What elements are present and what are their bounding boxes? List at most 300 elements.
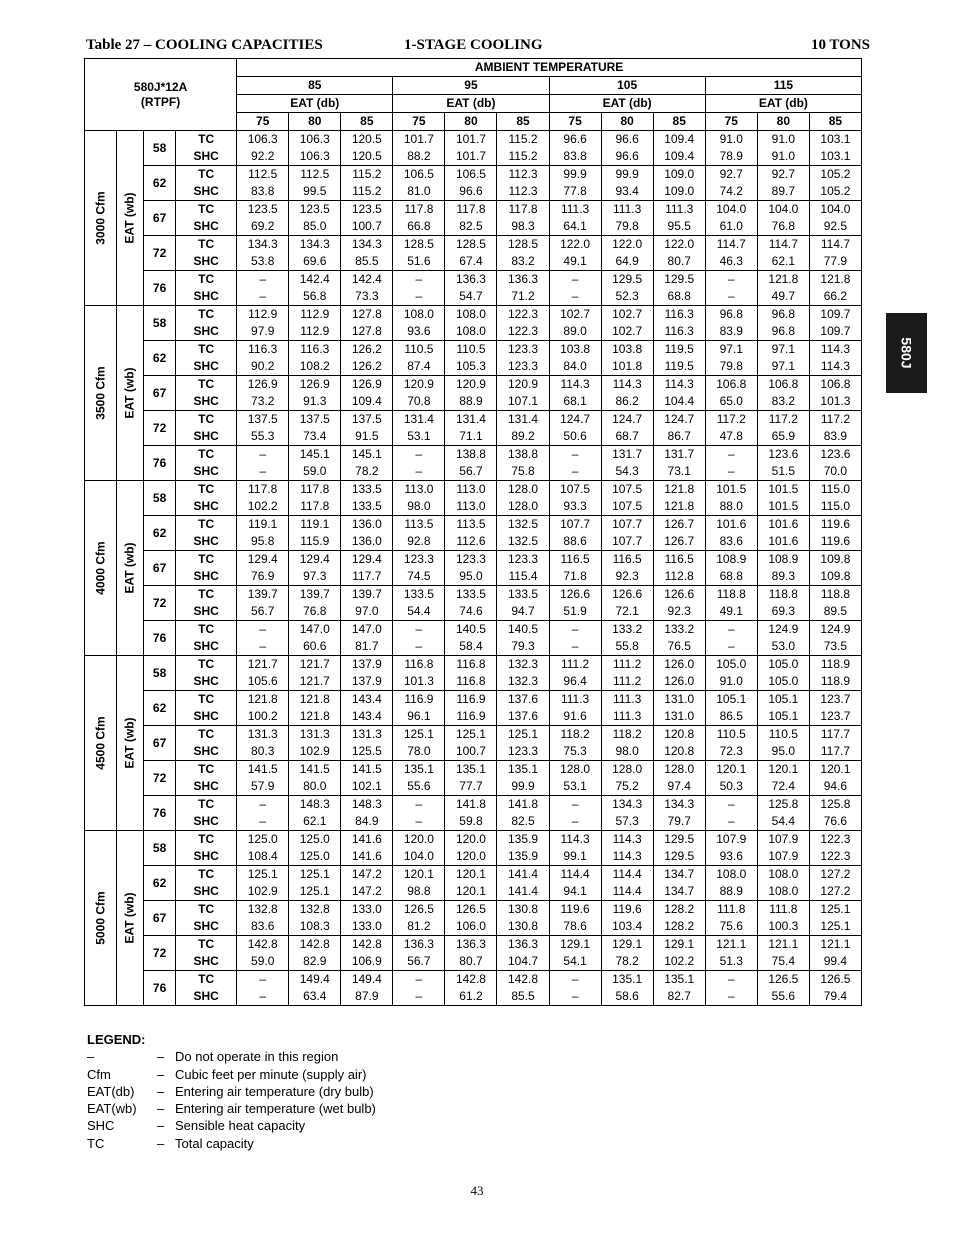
tc-value: 141.4	[497, 866, 549, 884]
cfm-label-cell	[85, 131, 117, 306]
shc-value: 147.2	[341, 883, 393, 901]
tc-value: 119.1	[289, 516, 341, 534]
tc-value: 106.8	[809, 376, 861, 394]
shc-value: 99.1	[549, 848, 601, 866]
shc-value: 128.0	[497, 498, 549, 516]
tc-value: 136.3	[445, 936, 497, 954]
shc-value: 95.0	[445, 568, 497, 586]
tc-value: 125.1	[237, 866, 289, 884]
shc-value: 114.3	[601, 848, 653, 866]
shc-value: 78.0	[393, 743, 445, 761]
tc-value: 123.6	[757, 446, 809, 464]
shc-value: 78.9	[705, 148, 757, 166]
shc-value: 84.0	[549, 358, 601, 376]
shc-value: –	[705, 463, 757, 481]
shc-value: 59.0	[289, 463, 341, 481]
tc-value: –	[237, 621, 289, 639]
legend-description: Cubic feet per minute (supply air)	[175, 1066, 367, 1082]
shc-value: 87.4	[393, 358, 445, 376]
tc-value: 125.0	[289, 831, 341, 849]
shc-value: 106.0	[445, 918, 497, 936]
shc-row	[85, 253, 862, 271]
tc-value: –	[705, 271, 757, 289]
shc-value: 86.2	[601, 393, 653, 411]
legend-item	[87, 1135, 254, 1152]
tc-value: 115.0	[809, 481, 861, 499]
tc-value: 108.0	[705, 866, 757, 884]
tc-value: 135.1	[497, 761, 549, 779]
shc-value: 112.3	[497, 183, 549, 201]
eat-wb-value: 72	[144, 936, 176, 971]
shc-value: 98.0	[393, 498, 445, 516]
tc-value: 107.5	[601, 481, 653, 499]
tc-value: 118.2	[549, 726, 601, 744]
shc-value: 113.0	[445, 498, 497, 516]
tc-value: 141.8	[445, 796, 497, 814]
tc-value: 149.4	[341, 971, 393, 989]
tc-value: 114.3	[653, 376, 705, 394]
shc-row	[85, 953, 862, 971]
tc-value: 137.5	[237, 411, 289, 429]
shc-value: 51.9	[549, 603, 601, 621]
shc-value: 90.2	[237, 358, 289, 376]
shc-value: 114.4	[601, 883, 653, 901]
tc-value: 121.7	[289, 656, 341, 674]
page-header	[86, 37, 870, 55]
tc-value: 105.1	[757, 691, 809, 709]
shc-row	[85, 638, 862, 656]
shc-row	[85, 918, 862, 936]
eat-db-value: 75	[549, 113, 601, 131]
shc-value: 51.5	[757, 463, 809, 481]
tc-value: 111.3	[601, 691, 653, 709]
shc-value: 99.9	[497, 778, 549, 796]
tc-value: 129.1	[653, 936, 705, 954]
shc-value: 98.8	[393, 883, 445, 901]
ambient-temp: 95	[393, 77, 549, 95]
shc-value: 96.8	[757, 323, 809, 341]
shc-value: 83.9	[809, 428, 861, 446]
shc-value: 73.1	[653, 463, 705, 481]
tc-value: 131.3	[237, 726, 289, 744]
shc-value: 93.3	[549, 498, 601, 516]
ambient-temp: 85	[237, 77, 393, 95]
tc-value: 120.0	[393, 831, 445, 849]
shc-value: –	[237, 463, 289, 481]
shc-value: 88.9	[445, 393, 497, 411]
shc-value: 59.8	[445, 813, 497, 831]
tc-value: 131.7	[653, 446, 705, 464]
tc-row	[85, 726, 862, 744]
shc-value: 132.5	[497, 533, 549, 551]
tc-value: 122.0	[601, 236, 653, 254]
shc-value: 76.6	[809, 813, 861, 831]
tc-value: 105.2	[809, 166, 861, 184]
shc-value: 116.3	[653, 323, 705, 341]
tc-value: 120.5	[341, 131, 393, 149]
eat-wb-label: EAT (wb)	[122, 717, 137, 769]
shc-value: 72.4	[757, 778, 809, 796]
tc-row	[85, 586, 862, 604]
shc-value: 71.8	[549, 568, 601, 586]
tc-value: 126.5	[445, 901, 497, 919]
tc-value: 125.1	[445, 726, 497, 744]
eat-wb-value: 72	[144, 411, 176, 446]
tc-value: 126.6	[601, 586, 653, 604]
tc-row	[85, 936, 862, 954]
cfm-label-cell	[85, 306, 117, 481]
shc-value: 97.0	[341, 603, 393, 621]
shc-value: 122.3	[809, 848, 861, 866]
shc-row	[85, 673, 862, 691]
shc-value: –	[237, 638, 289, 656]
shc-value: 95.0	[757, 743, 809, 761]
shc-value: –	[705, 813, 757, 831]
shc-value: –	[393, 288, 445, 306]
tc-label: TC	[176, 236, 237, 254]
tc-value: –	[393, 446, 445, 464]
tc-value: 103.8	[601, 341, 653, 359]
shc-value: 104.0	[393, 848, 445, 866]
shc-value: 131.0	[653, 708, 705, 726]
tc-value: 123.5	[237, 201, 289, 219]
shc-label: SHC	[176, 358, 237, 376]
tc-value: 137.5	[341, 411, 393, 429]
shc-value: 143.4	[341, 708, 393, 726]
tc-row	[85, 446, 862, 464]
shc-value: 111.3	[601, 708, 653, 726]
tc-value: 126.5	[809, 971, 861, 989]
legend-item	[87, 1100, 376, 1117]
tc-value: 125.8	[809, 796, 861, 814]
shc-value: 119.6	[809, 533, 861, 551]
tc-value: 118.8	[757, 586, 809, 604]
tc-value: 117.2	[757, 411, 809, 429]
shc-value: 106.9	[341, 953, 393, 971]
tc-value: 133.5	[445, 586, 497, 604]
shc-row	[85, 603, 862, 621]
tc-value: 128.0	[601, 761, 653, 779]
shc-label: SHC	[176, 148, 237, 166]
shc-value: 101.7	[445, 148, 497, 166]
legend-term: EAT(db)	[87, 1083, 135, 1099]
shc-value: –	[393, 463, 445, 481]
tc-value: 126.9	[289, 376, 341, 394]
tc-row	[85, 411, 862, 429]
tc-value: 121.8	[237, 691, 289, 709]
shc-value: 54.4	[393, 603, 445, 621]
tc-value: 111.3	[549, 691, 601, 709]
shc-value: 78.6	[549, 918, 601, 936]
tc-value: 92.7	[705, 166, 757, 184]
shc-value: 96.4	[549, 673, 601, 691]
shc-value: 81.2	[393, 918, 445, 936]
tc-value: 116.9	[445, 691, 497, 709]
shc-value: 137.6	[497, 708, 549, 726]
tc-value: 124.7	[601, 411, 653, 429]
shc-value: 89.3	[757, 568, 809, 586]
shc-value: 61.2	[445, 988, 497, 1006]
shc-value: 73.2	[237, 393, 289, 411]
shc-value: 94.6	[809, 778, 861, 796]
shc-row	[85, 813, 862, 831]
shc-value: 72.1	[601, 603, 653, 621]
tc-value: 121.7	[237, 656, 289, 674]
model-cell	[85, 59, 237, 131]
cfm-label: 3000 Cfm	[93, 191, 108, 245]
tc-value: 116.3	[237, 341, 289, 359]
shc-row	[85, 288, 862, 306]
tc-value: –	[393, 796, 445, 814]
shc-value: 60.6	[289, 638, 341, 656]
shc-value: 123.3	[497, 743, 549, 761]
legend-item	[87, 1048, 339, 1065]
shc-value: 109.4	[653, 148, 705, 166]
shc-row	[85, 883, 862, 901]
tc-value: 132.5	[497, 516, 549, 534]
shc-value: 134.7	[653, 883, 705, 901]
shc-value: 85.5	[497, 988, 549, 1006]
shc-label: SHC	[176, 848, 237, 866]
tc-value: 117.2	[705, 411, 757, 429]
tc-value: 96.8	[705, 306, 757, 324]
legend-item	[87, 1083, 374, 1100]
tc-value: 131.4	[393, 411, 445, 429]
tc-row	[85, 376, 862, 394]
tc-value: 126.9	[341, 376, 393, 394]
tc-value: 148.3	[289, 796, 341, 814]
shc-value: 59.0	[237, 953, 289, 971]
shc-value: 121.7	[289, 673, 341, 691]
shc-value: 88.0	[705, 498, 757, 516]
shc-value: –	[237, 813, 289, 831]
shc-value: 53.1	[549, 778, 601, 796]
shc-row	[85, 428, 862, 446]
tc-row	[85, 831, 862, 849]
shc-label: SHC	[176, 638, 237, 656]
shc-value: 101.3	[393, 673, 445, 691]
shc-value: 58.4	[445, 638, 497, 656]
tc-value: 104.0	[809, 201, 861, 219]
shc-value: 107.5	[601, 498, 653, 516]
shc-value: 79.7	[653, 813, 705, 831]
eat-wb-value: 58	[144, 131, 176, 166]
shc-value: 77.7	[445, 778, 497, 796]
tc-value: 126.2	[341, 341, 393, 359]
legend-item	[87, 1066, 367, 1083]
tc-value: 136.3	[445, 271, 497, 289]
tc-label: TC	[176, 656, 237, 674]
shc-value: 102.9	[289, 743, 341, 761]
legend-item	[87, 1117, 306, 1134]
shc-row	[85, 778, 862, 796]
tc-value: 136.3	[393, 936, 445, 954]
tc-value: 110.5	[757, 726, 809, 744]
shc-value: 136.0	[341, 533, 393, 551]
legend-dash: –	[157, 1118, 165, 1134]
shc-row	[85, 498, 862, 516]
tc-label: TC	[176, 376, 237, 394]
shc-value: 103.1	[809, 148, 861, 166]
shc-value: 80.7	[445, 953, 497, 971]
tc-value: 119.5	[653, 341, 705, 359]
tc-value: 118.8	[705, 586, 757, 604]
tc-value: 110.5	[705, 726, 757, 744]
eat-db-value: 85	[653, 113, 705, 131]
tc-value: 127.8	[341, 306, 393, 324]
tc-value: 114.7	[757, 236, 809, 254]
tc-value: 114.7	[705, 236, 757, 254]
tc-value: 120.0	[445, 831, 497, 849]
tc-value: 134.3	[341, 236, 393, 254]
shc-value: 105.2	[809, 183, 861, 201]
tc-value: 120.1	[705, 761, 757, 779]
shc-value: 92.2	[237, 148, 289, 166]
tc-value: 119.1	[237, 516, 289, 534]
shc-value: 80.3	[237, 743, 289, 761]
shc-value: 117.7	[809, 743, 861, 761]
shc-value: 83.6	[237, 918, 289, 936]
shc-value: 112.8	[653, 568, 705, 586]
shc-value: 133.5	[341, 498, 393, 516]
shc-value: 115.9	[289, 533, 341, 551]
tc-value: 123.3	[497, 341, 549, 359]
shc-label: SHC	[176, 183, 237, 201]
tc-value: 131.3	[289, 726, 341, 744]
shc-value: 125.5	[341, 743, 393, 761]
shc-value: 69.2	[237, 218, 289, 236]
tc-value: –	[705, 796, 757, 814]
eat-wb-value: 67	[144, 201, 176, 236]
shc-row	[85, 988, 862, 1006]
shc-value: 76.8	[289, 603, 341, 621]
tc-value: 131.0	[653, 691, 705, 709]
shc-value: 135.9	[497, 848, 549, 866]
header-row-ambient	[85, 59, 862, 77]
shc-value: 79.8	[601, 218, 653, 236]
tc-row	[85, 201, 862, 219]
shc-value: 107.7	[601, 533, 653, 551]
shc-value: 105.1	[757, 708, 809, 726]
tc-value: –	[549, 271, 601, 289]
tc-value: 123.5	[289, 201, 341, 219]
tc-value: 123.3	[445, 551, 497, 569]
shc-value: 109.0	[653, 183, 705, 201]
shc-value: 120.8	[653, 743, 705, 761]
shc-value: 68.8	[653, 288, 705, 306]
shc-value: 54.7	[445, 288, 497, 306]
tc-value: 124.9	[757, 621, 809, 639]
shc-value: 73.4	[289, 428, 341, 446]
shc-row	[85, 358, 862, 376]
shc-value: 72.3	[705, 743, 757, 761]
tc-value: 129.5	[601, 271, 653, 289]
tc-value: 108.0	[393, 306, 445, 324]
shc-value: 93.4	[601, 183, 653, 201]
tc-row	[85, 551, 862, 569]
shc-value: 108.0	[445, 323, 497, 341]
tc-value: 108.0	[757, 866, 809, 884]
eat-wb-value: 76	[144, 271, 176, 306]
legend-description: Total capacity	[175, 1135, 254, 1151]
shc-value: 53.0	[757, 638, 809, 656]
shc-value: 82.9	[289, 953, 341, 971]
eat-wb-value: 72	[144, 236, 176, 271]
tc-value: 107.5	[549, 481, 601, 499]
shc-value: 114.3	[809, 358, 861, 376]
shc-row	[85, 743, 862, 761]
shc-row	[85, 218, 862, 236]
shc-value: 101.3	[809, 393, 861, 411]
tc-value: 111.8	[757, 901, 809, 919]
eat-wb-value: 72	[144, 586, 176, 621]
eat-wb-value: 72	[144, 761, 176, 796]
shc-value: 78.2	[601, 953, 653, 971]
shc-value: 117.7	[341, 568, 393, 586]
tc-label: TC	[176, 971, 237, 989]
tc-value: 101.5	[757, 481, 809, 499]
tc-value: 118.9	[809, 656, 861, 674]
eat-db-value: 85	[341, 113, 393, 131]
tc-value: 117.8	[289, 481, 341, 499]
shc-value: 137.9	[341, 673, 393, 691]
shc-value: 126.2	[341, 358, 393, 376]
shc-value: 71.1	[445, 428, 497, 446]
tc-label: TC	[176, 306, 237, 324]
tc-value: 114.3	[549, 376, 601, 394]
shc-value: 69.3	[757, 603, 809, 621]
shc-value: 73.3	[341, 288, 393, 306]
tc-value: –	[237, 796, 289, 814]
tc-value: 112.3	[497, 166, 549, 184]
tc-label: TC	[176, 166, 237, 184]
tc-value: 121.8	[653, 481, 705, 499]
tc-value: 115.2	[497, 131, 549, 149]
tc-value: 128.5	[393, 236, 445, 254]
shc-value: 97.9	[237, 323, 289, 341]
tc-value: 140.5	[445, 621, 497, 639]
tc-value: 134.7	[653, 866, 705, 884]
cfm-label: 5000 Cfm	[93, 891, 108, 945]
tc-value: 125.0	[237, 831, 289, 849]
eat-db-value: 80	[757, 113, 809, 131]
shc-value: 105.6	[237, 673, 289, 691]
tc-value: 126.0	[653, 656, 705, 674]
shc-value: 115.2	[497, 148, 549, 166]
shc-value: 66.8	[393, 218, 445, 236]
tc-value: 114.3	[601, 376, 653, 394]
tc-value: 133.2	[601, 621, 653, 639]
legend-description: Sensible heat capacity	[175, 1118, 306, 1134]
legend-term: EAT(wb)	[87, 1101, 137, 1117]
tc-value: 124.7	[653, 411, 705, 429]
shc-value: –	[705, 288, 757, 306]
shc-value: 84.9	[341, 813, 393, 831]
shc-value: 75.4	[757, 953, 809, 971]
shc-value: 71.2	[497, 288, 549, 306]
shc-value: 83.2	[757, 393, 809, 411]
shc-label: SHC	[176, 673, 237, 691]
shc-value: 121.8	[653, 498, 705, 516]
tc-value: 116.5	[549, 551, 601, 569]
tc-value: 99.9	[601, 166, 653, 184]
shc-value: –	[705, 988, 757, 1006]
tc-row	[85, 691, 862, 709]
tc-label: TC	[176, 621, 237, 639]
eat-wb-value: 58	[144, 831, 176, 866]
tc-value: 129.1	[601, 936, 653, 954]
tc-label: TC	[176, 341, 237, 359]
